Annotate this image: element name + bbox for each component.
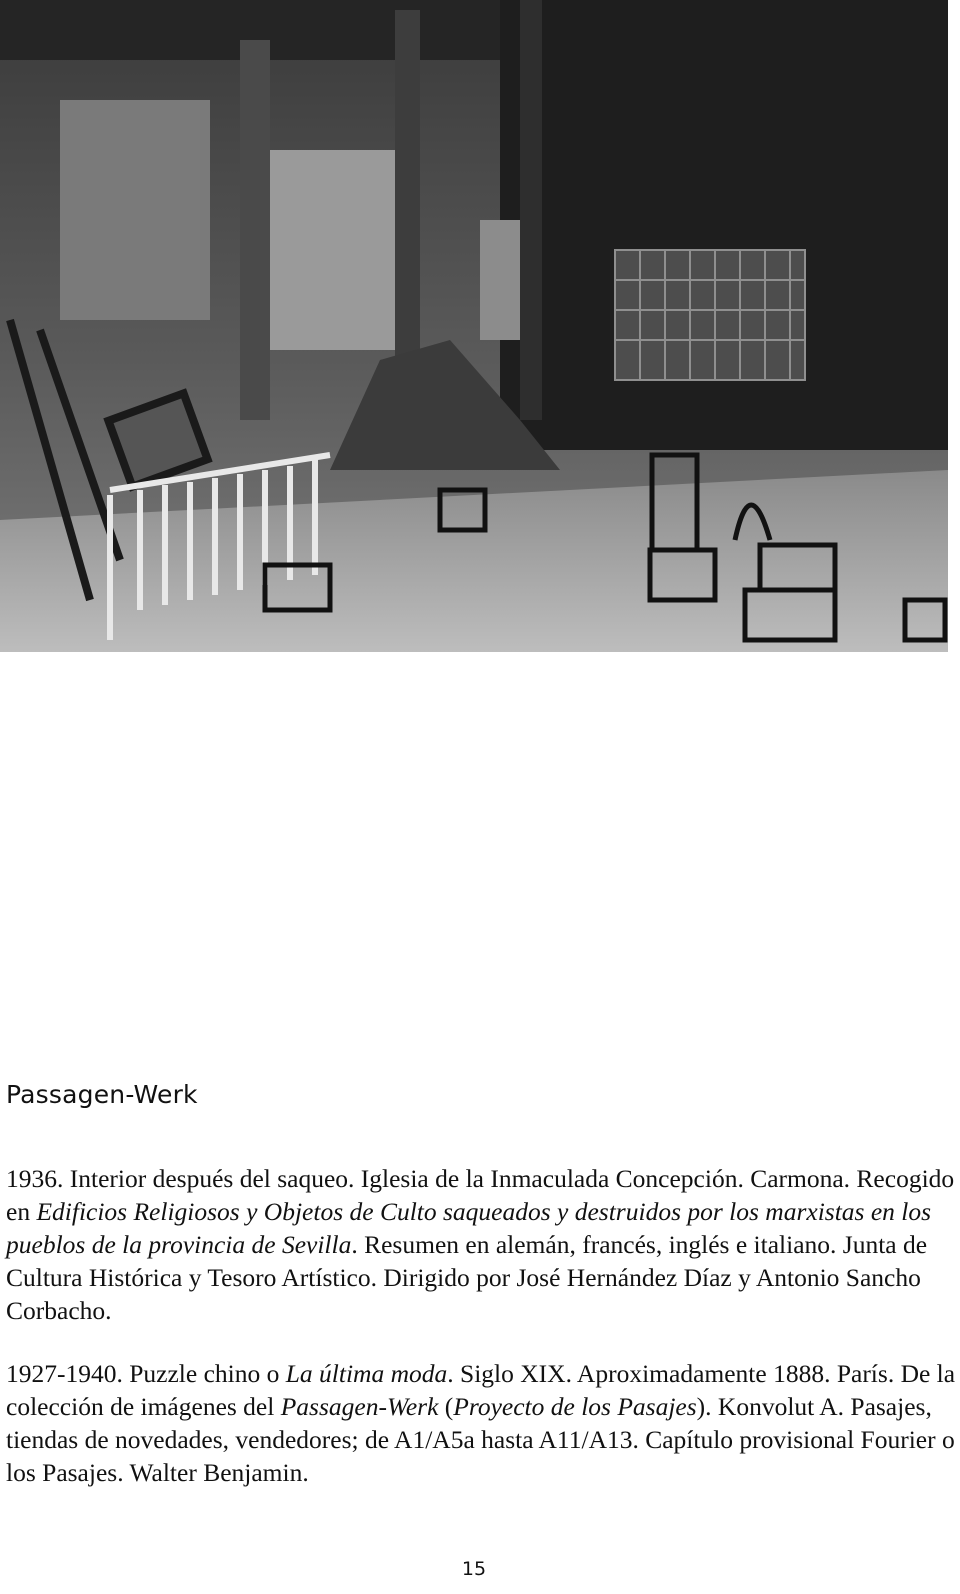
- caption-2-segment: La última moda: [285, 1359, 448, 1388]
- caption-2-segment: Passagen-Werk: [280, 1392, 439, 1421]
- page-number: 15: [461, 1558, 487, 1580]
- caption-1-text: [6, 1162, 956, 1327]
- caption-2-segment: Proyecto de los Pasajes: [453, 1392, 697, 1421]
- caption-2-segment: ). Konvolut A. Pasajes, tiendas de novedades, vendedores; de A1/A5a hasta A11/A13. Capítulo provisional Fourier o los Pasajes. Walter Benjamin.: [6, 1392, 955, 1487]
- caption-2-text: [6, 1357, 956, 1489]
- section-title: Passagen-Werk: [6, 1080, 198, 1109]
- caption-1-segment: . Resumen en alemán, francés, inglés e italiano. Junta de Cultura Histórica y Tesoro Artístico. Dirigido por José Hernández Díaz y Antonio Sancho Corbacho.: [6, 1230, 928, 1325]
- caption-2: [6, 1357, 956, 1489]
- church-interior-photo: [0, 0, 948, 652]
- caption-2-segment: (: [438, 1392, 454, 1421]
- caption-1-segment: Edificios Religiosos y Objetos de Culto saqueados y destruidos por los marxistas en los pueblos de la provincia de Sevilla: [6, 1197, 932, 1259]
- caption-2-segment: . Siglo XIX. Aproximadamente 1888. París. De la colección de imágenes del: [6, 1359, 956, 1421]
- caption-1: [6, 1162, 956, 1327]
- caption-1-segment: 1936. Interior después del saqueo. Iglesia de la Inmaculada Concepción. Carmona. Recogido en: [6, 1164, 955, 1226]
- caption-2-segment: 1927-1940. Puzzle chino o: [6, 1359, 286, 1388]
